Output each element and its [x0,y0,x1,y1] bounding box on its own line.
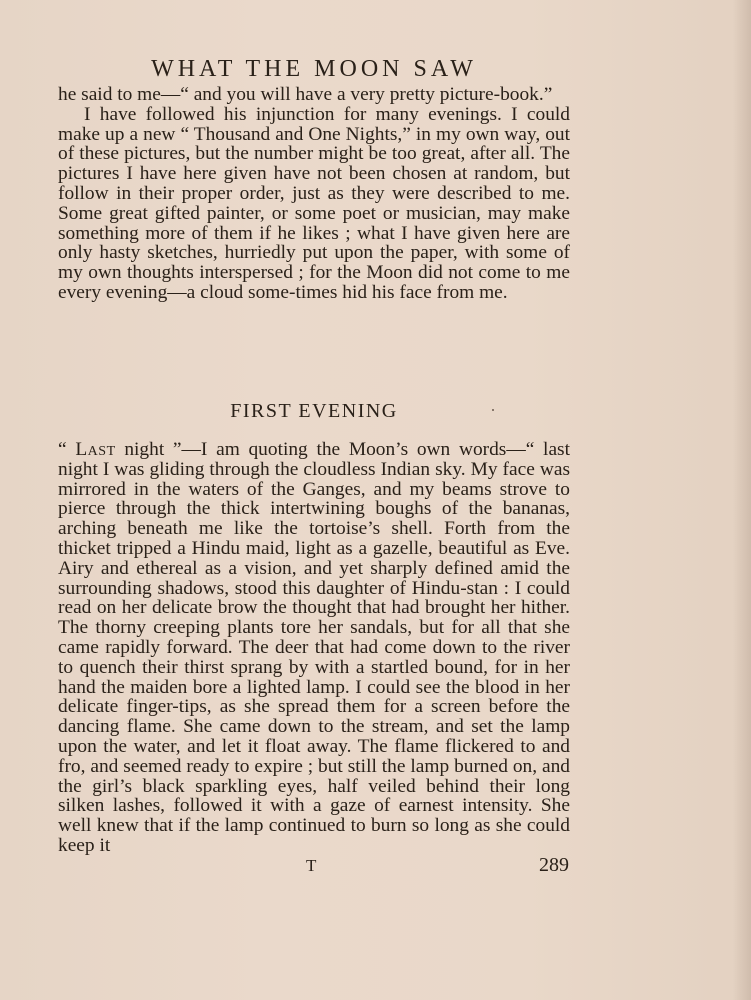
first-evening-text [58,440,570,856]
page-number: 289 [539,854,569,876]
top-text-block [58,85,570,303]
first-evening-body: night ”—I am quoting the Moon’s own words—“ last night I was gliding through the cloudless Indian sky. My face was mirrored in the waters of the Ganges, and my beams strove to pierce through the thick intertwining boughs of the bananas, arching beneath me like the tortoise’s shell. Forth from the thicket tripped a Hindu maid, light as a gazelle, beautiful as Eve. Airy and ethereal as a vision, and yet sharply defined amid the surrounding shadows, stood this daughter of Hindu-stan : I could read on her delicate brow the thought that had brought her hither. The thorny creeping plants tore her sandals, but for all that she came rapidly forward. The deer that had come down to the river to quench their thirst sprang by with a startled bound, for in her hand the maiden bore a lighted lamp. I could see the blood in her delicate finger-tips, as she spread them for a screen before the dancing flame. She came down to the stream, and set the lamp upon the water, and let it float away. The flame flickered to and fro, and seemed ready to expire ; but still the lamp burned on, and the girl’s black sparkling eyes, half veiled behind their long silken lashes, followed it with a gaze of earnest intensity. She well knew that if the lamp continued to burn so long as she could keep it [58,439,570,856]
paragraph-injunction: I have followed his injunction for many evenings. I could make up a new “ Thousand and One Nights,” in my own way, out of these pictures, but the number might be too great, after all. The pictures I have here given have not been chosen at random, but follow in their proper order, just as they were described to me. Some great gifted painter, or some poet or musician, may make something more of them if he likes ; what I have given here are only hasty sketches, hurriedly put upon the paper, with some of my own thoughts interspersed ; for the Moon did not come to me every evening—a cloud some-times hid his face from me. [58,103,570,303]
opening-quote: “ [58,439,76,460]
print-speck [492,409,494,411]
section-title: FIRST EVENING [230,400,398,422]
opening-word: Last [75,439,116,460]
first-evening-paragraph [58,440,570,856]
signature-mark: T [306,856,317,875]
paragraph-continued: he said to me—“ and you will have a very pretty picture-book.” [58,84,553,105]
running-head: WHAT THE MOON SAW [151,56,477,82]
